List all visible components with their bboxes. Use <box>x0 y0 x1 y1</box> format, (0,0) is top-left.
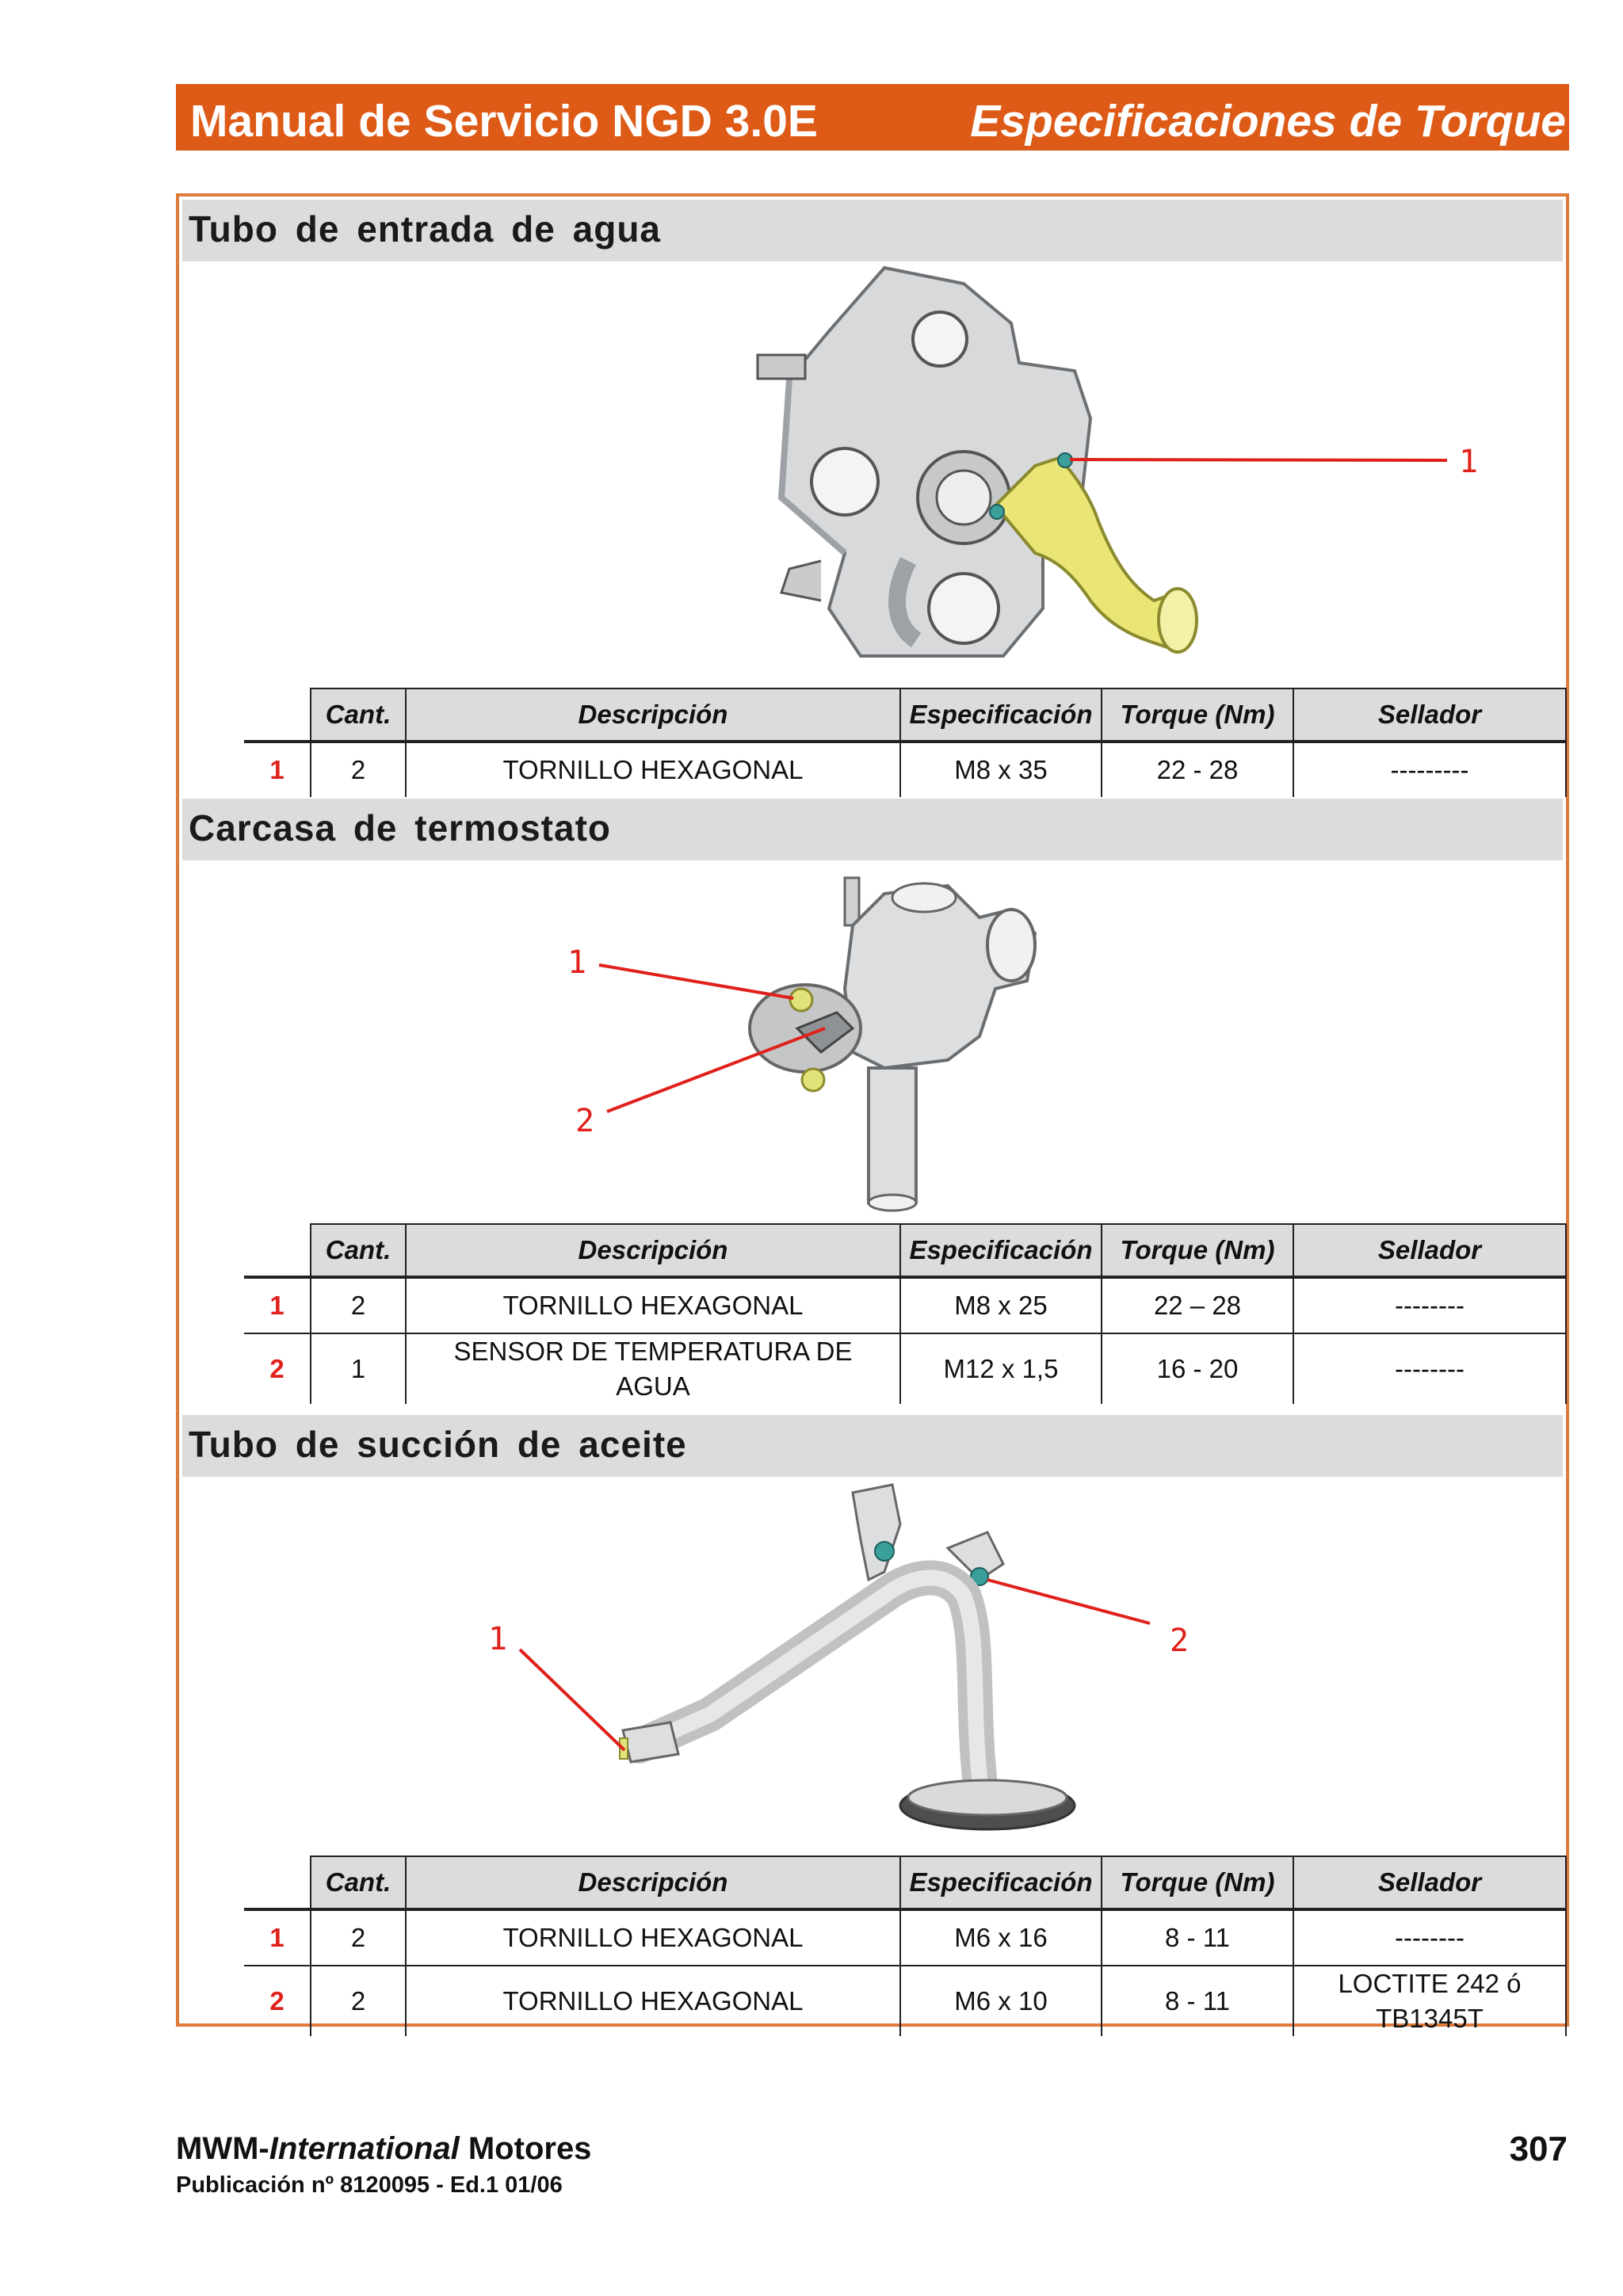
col-torque: Torque (Nm) <box>1102 1856 1293 1909</box>
water-inlet-tube-figure <box>702 260 1495 688</box>
table-row <box>244 1277 1566 1333</box>
item-number: 1 <box>244 742 311 797</box>
col-sealant: Sellador <box>1293 1856 1566 1909</box>
torque-cell: 16 - 20 <box>1102 1333 1293 1404</box>
callout-1: 1 <box>488 1621 508 1657</box>
torque-table-oil-suction <box>244 1855 1567 2036</box>
sealant-cell: --------- <box>1293 742 1566 797</box>
sealant-cell: -------- <box>1293 1333 1566 1404</box>
col-description: Descripción <box>406 688 900 742</box>
section-title-thermostat: Carcasa de termostato <box>189 807 611 849</box>
col-spec: Especificación <box>900 1224 1102 1277</box>
col-qty: Cant. <box>311 1224 406 1277</box>
spec-cell: M12 x 1,5 <box>900 1333 1102 1404</box>
torque-table-thermostat <box>244 1223 1567 1404</box>
col-description: Descripción <box>406 1224 900 1277</box>
oil-suction-tube-drawing <box>441 1477 1312 1849</box>
page-header-banner <box>176 84 1569 151</box>
spec-cell: M6 x 16 <box>900 1909 1102 1966</box>
qty-cell: 2 <box>311 1966 406 2036</box>
description-cell: TORNILLO HEXAGONAL <box>406 1966 900 2036</box>
sealant-cell: -------- <box>1293 1277 1566 1333</box>
torque-table-water-inlet <box>244 688 1567 797</box>
col-torque: Torque (Nm) <box>1102 688 1293 742</box>
section-title-water-inlet: Tubo de entrada de agua <box>189 208 661 250</box>
torque-cell: 22 - 28 <box>1102 742 1293 797</box>
section-title-oil-suction: Tubo de succión de aceite <box>189 1424 687 1465</box>
col-sealant: Sellador <box>1293 688 1566 742</box>
item-number: 2 <box>244 1333 311 1404</box>
spec-cell: M6 x 10 <box>900 1966 1102 2036</box>
footer-publication: Publicación nº 8120095 - Ed.1 01/06 <box>176 2172 563 2198</box>
spec-cell: M8 x 35 <box>900 742 1102 797</box>
col-torque: Torque (Nm) <box>1102 1224 1293 1277</box>
table-row <box>244 742 1566 797</box>
table-row <box>244 1333 1566 1404</box>
item-number: 2 <box>244 1966 311 2036</box>
brand-prefix: MWM- <box>176 2131 269 2166</box>
table-row <box>244 1966 1566 2036</box>
thermostat-housing-figure <box>536 870 1090 1226</box>
col-sealant: Sellador <box>1293 1224 1566 1277</box>
qty-cell: 2 <box>311 1909 406 1966</box>
col-spec: Especificación <box>900 688 1102 742</box>
section-header-thermostat <box>182 799 1563 860</box>
qty-cell: 2 <box>311 742 406 797</box>
col-spec: Especificación <box>900 1856 1102 1909</box>
col-qty: Cant. <box>311 1856 406 1909</box>
manual-title: Manual de Servicio NGD 3.0E <box>190 96 818 147</box>
description-cell: SENSOR DE TEMPERATURA DE AGUA <box>406 1333 900 1404</box>
item-number: 1 <box>244 1277 311 1333</box>
water-inlet-tube-drawing <box>702 260 1495 688</box>
qty-cell: 2 <box>311 1277 406 1333</box>
col-qty: Cant. <box>311 688 406 742</box>
torque-cell: 8 - 11 <box>1102 1966 1293 2036</box>
section-title: Especificaciones de Torque <box>970 96 1566 147</box>
spec-cell: M8 x 25 <box>900 1277 1102 1333</box>
torque-cell: 22 – 28 <box>1102 1277 1293 1333</box>
content-frame <box>176 193 1569 2033</box>
section-header-water-inlet <box>182 200 1563 261</box>
callout-2: 2 <box>1170 1623 1190 1659</box>
qty-cell: 1 <box>311 1333 406 1404</box>
description-cell: TORNILLO HEXAGONAL <box>406 742 900 797</box>
brand-italic: International <box>269 2131 460 2166</box>
col-description: Descripción <box>406 1856 900 1909</box>
callout-1: 1 <box>567 944 587 981</box>
brand-suffix: Motores <box>459 2131 592 2166</box>
oil-suction-tube-figure <box>441 1477 1312 1849</box>
callout-1: 1 <box>1459 444 1479 480</box>
callout-2: 2 <box>575 1103 595 1139</box>
description-cell: TORNILLO HEXAGONAL <box>406 1277 900 1333</box>
table-row <box>244 1909 1566 1966</box>
footer-brand <box>176 2131 591 2167</box>
description-cell: TORNILLO HEXAGONAL <box>406 1909 900 1966</box>
torque-cell: 8 - 11 <box>1102 1909 1293 1966</box>
sealant-cell: -------- <box>1293 1909 1566 1966</box>
page-number: 307 <box>1509 2130 1568 2168</box>
section-header-oil-suction <box>182 1415 1563 1477</box>
thermostat-housing-drawing <box>536 870 1090 1226</box>
item-number: 1 <box>244 1909 311 1966</box>
sealant-cell: LOCTITE 242 ó TB1345T <box>1293 1966 1566 2036</box>
